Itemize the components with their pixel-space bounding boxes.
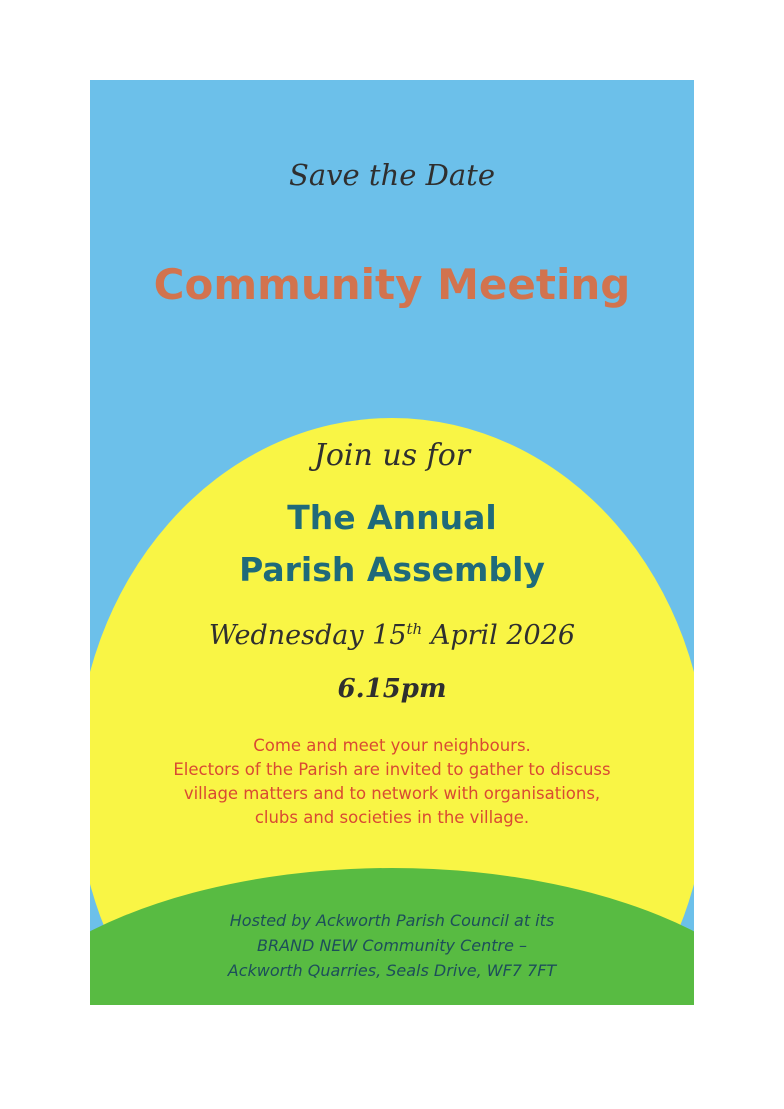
host-line: BRAND NEW Community Centre – xyxy=(256,936,528,955)
host-line: Hosted by Ackworth Parish Council at its xyxy=(229,911,555,930)
date-suffix: th xyxy=(406,620,423,638)
event-time: 6.15pm xyxy=(337,674,447,704)
event-name-line: The Annual xyxy=(287,498,497,537)
join-us-text: Join us for xyxy=(313,438,471,473)
date-rest: April 2026 xyxy=(422,620,576,651)
host-line: Ackworth Quarries, Seals Drive, WF7 7FT xyxy=(227,961,557,980)
event-name-line: Parish Assembly xyxy=(239,550,545,589)
host-info xyxy=(90,908,694,983)
description-line: village matters and to network with organisations, xyxy=(183,784,601,803)
event-date xyxy=(90,620,694,651)
event-name xyxy=(90,492,694,596)
date-weekday: Wednesday 15 xyxy=(208,620,407,651)
event-poster xyxy=(90,80,694,1005)
description-line: clubs and societies in the village. xyxy=(254,808,530,827)
save-the-date: Save the Date xyxy=(289,158,495,192)
description-line: Come and meet your neighbours. xyxy=(253,736,531,755)
event-description xyxy=(90,734,694,830)
description-line: Electors of the Parish are invited to gather to discuss xyxy=(173,760,611,779)
poster-title: Community Meeting xyxy=(153,260,631,309)
